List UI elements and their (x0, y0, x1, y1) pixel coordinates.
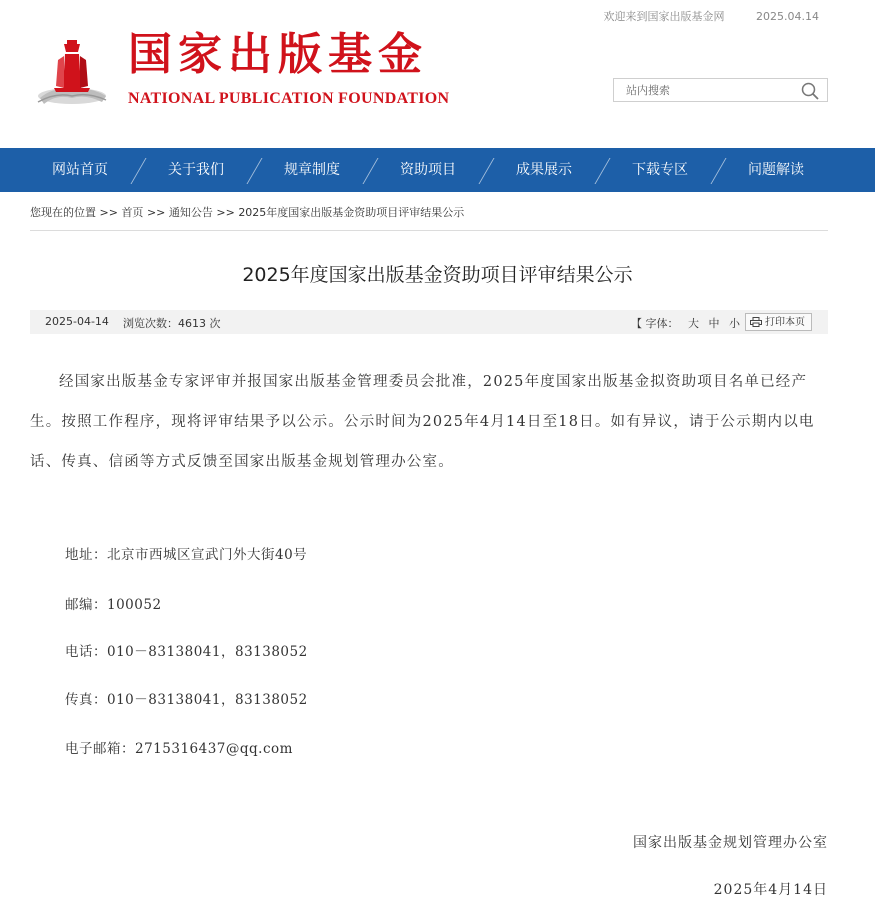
article-date: 2025-04-14 (45, 315, 109, 328)
signature-org: 国家出版基金规划管理办公室 (633, 835, 828, 851)
breadcrumb-prefix: 您现在的位置 (30, 206, 96, 219)
breadcrumb-home[interactable]: 首页 (121, 206, 144, 219)
contact-phone: 电话：010－83138041，83138052 (65, 644, 308, 660)
top-strip (576, 8, 819, 24)
search-icon[interactable] (800, 81, 820, 101)
breadcrumb-sep: >> (146, 206, 166, 219)
search-box (613, 78, 828, 102)
font-size-control (631, 315, 761, 331)
breadcrumb-current: 2025年度国家出版基金资助项目评审结果公示 (238, 206, 465, 219)
contact-fax: 传真：010－83138041，83138052 (65, 692, 308, 708)
nav-home[interactable]: 网站首页 (52, 162, 108, 178)
nav-regulations[interactable]: 规章制度 (284, 162, 340, 178)
contact-address: 地址：北京市西城区宣武门外大街40号 (65, 547, 308, 563)
breadcrumb-sep: >> (99, 206, 118, 219)
breadcrumb-divider (30, 230, 828, 231)
breadcrumb (30, 204, 464, 220)
printer-icon (750, 317, 762, 327)
contact-email: 电子邮箱：2715316437@qq.com (65, 741, 293, 757)
breadcrumb-sep: >> (216, 206, 235, 219)
nav-downloads[interactable]: 下载专区 (632, 162, 688, 178)
top-date: 2025.04.14 (756, 10, 819, 23)
article-meta-bar (30, 310, 828, 334)
font-size-medium[interactable]: 中 (708, 317, 720, 330)
search-input[interactable] (614, 80, 796, 102)
article-body: 经国家出版基金专家评审并报国家出版基金管理委员会批准，2025年度国家出版基金拟资助项目名单已经产生。按照工作程序，现将评审结果予以公示。公示时间为2025年4月14日至18日。如有异议，请于公示期内以电话、传真、信函等方式反馈至国家出版基金规划管理办公室。 (30, 374, 815, 470)
nav-faq[interactable]: 问题解读 (748, 162, 804, 178)
font-size-small[interactable]: 小 (729, 317, 740, 330)
contact-postcode: 邮编：100052 (65, 597, 162, 613)
foundation-logo-icon[interactable] (34, 30, 109, 110)
nav-funded-projects[interactable]: 资助项目 (400, 162, 456, 178)
brand-name-cn: 国家出版基金 (128, 29, 428, 80)
font-size-large[interactable]: 大 (688, 317, 699, 330)
nav-about[interactable]: 关于我们 (168, 162, 224, 178)
print-button[interactable] (745, 313, 812, 331)
breadcrumb-section[interactable]: 通知公告 (168, 206, 213, 219)
view-count: 浏览次数：4613 次 (123, 317, 221, 330)
welcome-text: 欢迎来到国家出版基金网 (603, 10, 725, 23)
brand-name-en: NATIONAL PUBLICATION FOUNDATION (128, 90, 450, 107)
print-label: 打印本页 (765, 317, 805, 328)
font-size-label: 【 字体： (631, 317, 679, 330)
article-title: 2025年度国家出版基金资助项目评审结果公示 (242, 264, 633, 286)
main-nav (0, 148, 875, 192)
signature-date: 2025年4月14日 (713, 882, 828, 898)
nav-achievements[interactable]: 成果展示 (516, 162, 572, 178)
